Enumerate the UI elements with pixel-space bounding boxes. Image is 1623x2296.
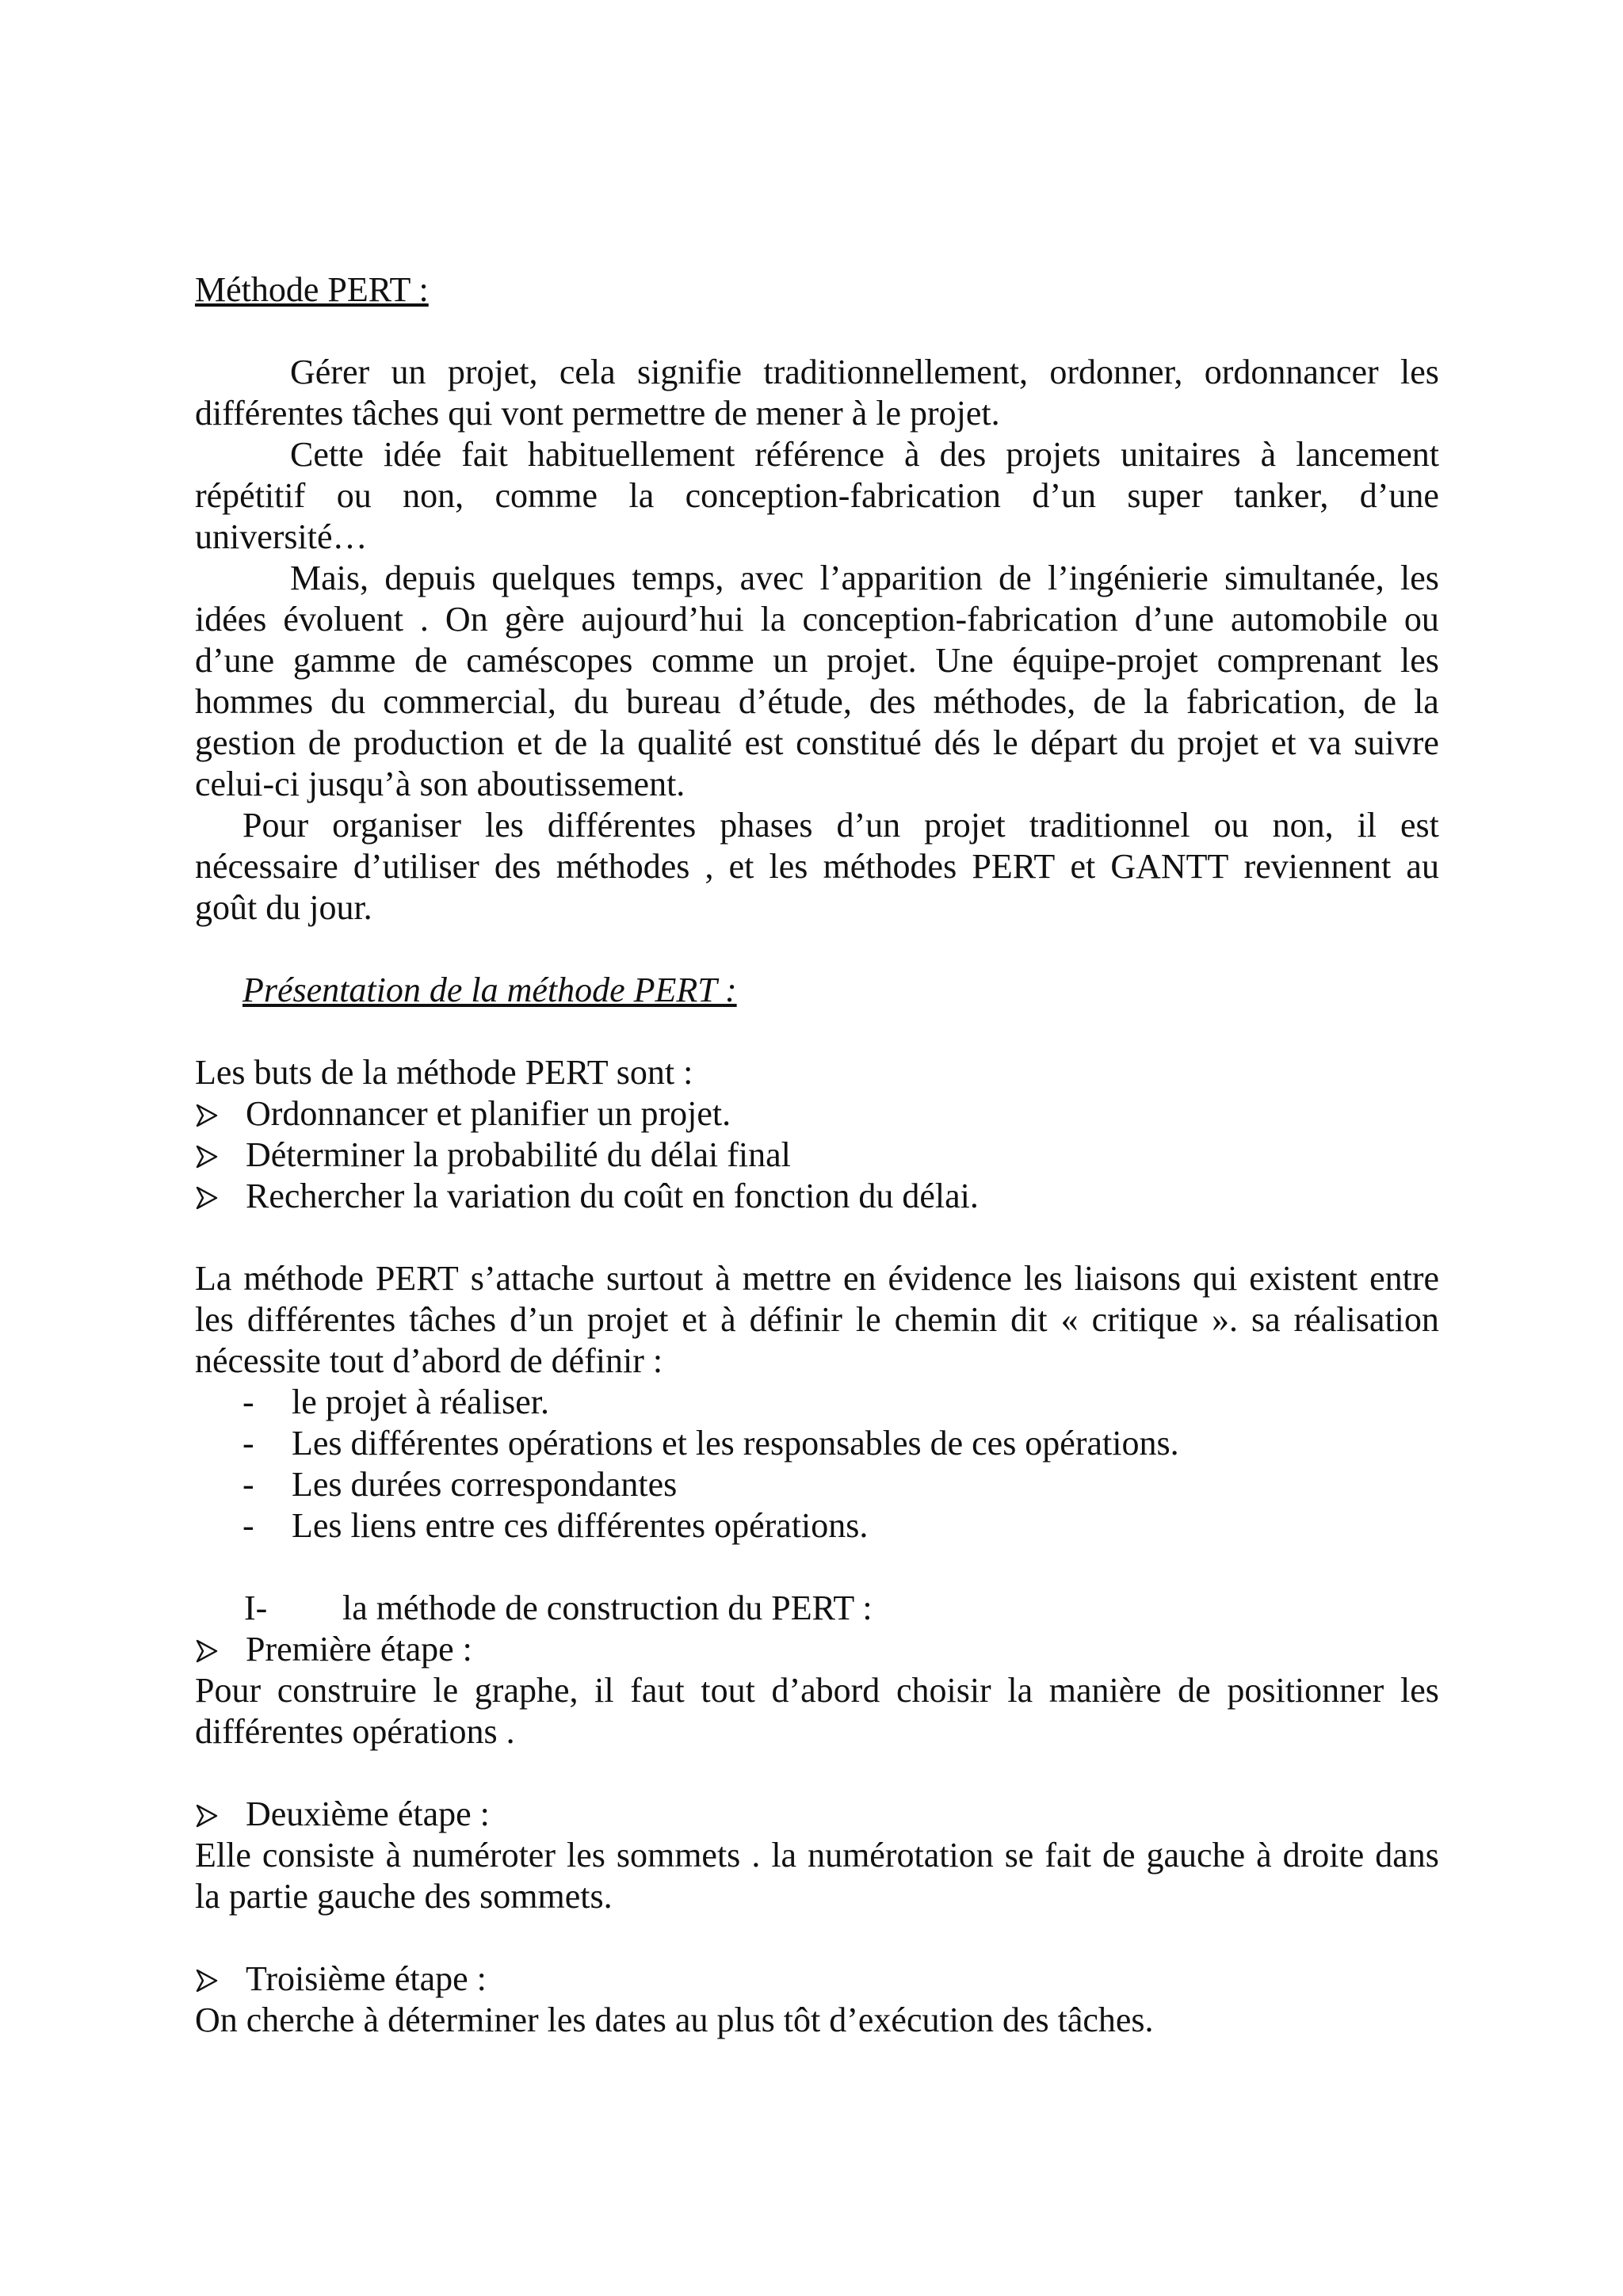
word: lancement [1296, 435, 1439, 474]
word: de [1363, 682, 1396, 721]
word: automobile [1230, 600, 1388, 639]
word: le [433, 1671, 459, 1710]
word: équipe-projet [1012, 641, 1198, 680]
word: ou [336, 476, 372, 515]
word: gauche [1146, 1836, 1246, 1875]
word: , [705, 847, 714, 886]
word: traditionnellement, [763, 353, 1028, 391]
word: de [999, 559, 1032, 597]
pert-paragraph-line [195, 1258, 1439, 1299]
word: dans [1375, 1836, 1439, 1875]
word: manière [1048, 1671, 1162, 1710]
word: méthodes [556, 847, 690, 886]
word: le [855, 1300, 881, 1339]
requirement-item [195, 1382, 1439, 1423]
dash-bullet: - [242, 1465, 254, 1504]
word: un [391, 353, 426, 391]
word: choisir [896, 1671, 991, 1710]
word: projet, [447, 353, 538, 391]
word: chemin [894, 1300, 998, 1339]
word: sa [1251, 1300, 1281, 1339]
word: de [1178, 1671, 1211, 1710]
word: projet. [827, 641, 917, 680]
word: est [744, 723, 784, 762]
goal-text: Déterminer la probabilité du délai final [246, 1135, 791, 1174]
word: Une [935, 641, 994, 680]
word: ou [1213, 806, 1249, 845]
step-title-row [195, 1629, 1439, 1670]
word: suivre [1354, 723, 1439, 762]
intro-p3-line [195, 681, 1439, 723]
word: va [1308, 723, 1342, 762]
word: les [769, 847, 808, 886]
word: d’un [510, 1300, 574, 1339]
word: les [485, 806, 524, 845]
pert-paragraph-line [195, 1299, 1439, 1341]
word: d’abord [771, 1671, 880, 1710]
word: droite [1282, 1836, 1365, 1875]
dash-bullet: - [242, 1424, 254, 1463]
word: signifie [637, 353, 743, 391]
word: caméscopes [466, 641, 633, 680]
word: ordonner, [1049, 353, 1183, 391]
requirements-list [195, 1382, 1439, 1547]
step-text-line: différentes opérations . [195, 1712, 515, 1751]
intro-p4-line: goût du jour. [195, 888, 372, 927]
word: traditionnel [1029, 806, 1190, 845]
word: gère [504, 600, 565, 639]
pert-paragraph-line: nécessite tout d’abord de définir : [195, 1341, 663, 1380]
word: au [1406, 847, 1439, 886]
word: départ [1030, 723, 1118, 762]
arrowhead-bullet-icon [195, 1093, 246, 1135]
word: numérotation [808, 1836, 994, 1875]
word: Elle [195, 1836, 251, 1875]
word: Pour [242, 806, 309, 845]
section-number: I- [244, 1589, 268, 1627]
requirement-text: le projet à réaliser. [292, 1383, 549, 1421]
word: à [385, 1836, 402, 1875]
arrowhead-bullet-icon [195, 1794, 246, 1835]
dash-bullet: - [242, 1506, 254, 1545]
word: temps, [632, 559, 724, 597]
word: définir [749, 1300, 842, 1339]
word: existent [1249, 1259, 1358, 1298]
word: constitué [796, 723, 922, 762]
word: à [1256, 1836, 1272, 1875]
word: la [760, 600, 786, 639]
intro-p4-line [195, 846, 1439, 887]
word: avec [739, 559, 804, 597]
word: dés [934, 723, 981, 762]
intro-p2-line: université… [195, 517, 368, 556]
word: gamme [292, 641, 396, 680]
intro-p3-line [195, 723, 1439, 764]
word: Mais, [290, 559, 369, 597]
construction-heading [195, 1588, 1439, 1629]
step-3 [195, 1958, 1439, 2041]
word: tout [701, 1671, 755, 1710]
word: organiser [332, 806, 462, 845]
word: Cette [290, 435, 364, 474]
word: est [1400, 806, 1439, 845]
document-content [195, 269, 1439, 2041]
word: fait [461, 435, 508, 474]
word: Pour [195, 1671, 262, 1710]
step-text-line [195, 1835, 1439, 1876]
word: d’une [1134, 600, 1214, 639]
word: il [1357, 806, 1377, 845]
word: les [195, 1300, 234, 1339]
goal-item [195, 1176, 1439, 1217]
arrowhead-bullet-icon [195, 1629, 246, 1670]
step-2 [195, 1794, 1439, 1917]
goals-intro: Les buts de la méthode PERT sont : [195, 1053, 693, 1092]
word: d’étude, [738, 682, 852, 721]
goal-item [195, 1093, 1439, 1135]
word: méthodes [823, 847, 957, 886]
intro-p2-line [195, 475, 1439, 517]
word: la [628, 476, 655, 515]
word: numéroter [412, 1836, 556, 1875]
word: l’ingénierie [1047, 559, 1209, 597]
word: répétitif [195, 476, 306, 515]
word: construire [277, 1671, 417, 1710]
word: la [599, 723, 625, 762]
word: PERT [375, 1259, 459, 1298]
word: il [594, 1671, 614, 1710]
word: projet [924, 806, 1006, 845]
section-title: Présentation de la méthode PERT : [242, 971, 737, 1009]
word: super [1127, 476, 1203, 515]
step-1 [195, 1629, 1439, 1753]
word: PERT [972, 847, 1056, 886]
word: méthode [243, 1259, 364, 1298]
word: quelques [491, 559, 616, 597]
intro-p3-line [195, 599, 1439, 640]
word: unitaires [1121, 435, 1241, 474]
word: ou [1403, 600, 1439, 639]
word: les [1400, 641, 1439, 680]
word: positionner [1227, 1671, 1384, 1710]
step-title: Deuxième étape : [246, 1794, 490, 1833]
word: habituellement [527, 435, 735, 474]
word: les [1400, 559, 1439, 597]
step-title-row [195, 1794, 1439, 1835]
word: des [939, 435, 987, 474]
word: s’attache [470, 1259, 595, 1298]
word: projet [1177, 723, 1259, 762]
word: depuis [384, 559, 476, 597]
word: commercial, [383, 682, 556, 721]
word: conception-fabrication [685, 476, 1001, 515]
word: la [771, 1836, 797, 1875]
word: idée [383, 435, 442, 474]
word: à [715, 1259, 731, 1298]
goal-item [195, 1135, 1439, 1176]
word: critique [1091, 1300, 1198, 1339]
word: un [773, 641, 808, 680]
word: entre [1369, 1259, 1439, 1298]
document-title: Méthode PERT : [195, 270, 429, 309]
word: projet [586, 1300, 669, 1339]
word: comme [495, 476, 598, 515]
word: nécessaire [195, 847, 338, 886]
word: faut [630, 1671, 685, 1710]
word: gestion [195, 723, 296, 762]
word: des [869, 682, 916, 721]
requirement-item [195, 1423, 1439, 1464]
word: bureau [626, 682, 721, 721]
word: à [720, 1300, 736, 1339]
word: sommets [616, 1836, 741, 1875]
word: les [566, 1836, 605, 1875]
intro-p1-line: différentes tâches qui vont permettre de mener à le projet. [195, 394, 1000, 433]
word: en [843, 1259, 876, 1298]
requirement-item [195, 1505, 1439, 1547]
word: dit [1010, 1300, 1048, 1339]
word: méthodes, [933, 682, 1076, 721]
goal-text: Ordonnancer et planifier un projet. [246, 1094, 731, 1133]
word: et [728, 847, 754, 886]
word: tanker, [1234, 476, 1329, 515]
word: consiste [262, 1836, 375, 1875]
word: reviennent [1243, 847, 1392, 886]
word: de [1093, 682, 1126, 721]
word: comme [651, 641, 754, 680]
word: qui [1193, 1259, 1238, 1298]
word: . [419, 600, 429, 639]
step-title-row [195, 1958, 1439, 2000]
word: ordonnancer [1204, 353, 1379, 391]
step-title: Première étape : [246, 1630, 472, 1669]
word: projets [1006, 435, 1102, 474]
word: production [353, 723, 505, 762]
word: phases [720, 806, 813, 845]
word: qualité [637, 723, 732, 762]
word: fabrication, [1186, 682, 1346, 721]
word: de [1102, 1836, 1136, 1875]
pert-paragraph [195, 1258, 1439, 1382]
word: mettre [742, 1259, 832, 1298]
word: la [1143, 682, 1169, 721]
goal-text: Rechercher la variation du coût en fonction du délai. [246, 1177, 979, 1215]
requirement-item [195, 1464, 1439, 1505]
word: non, [403, 476, 464, 515]
word: surtout [606, 1259, 704, 1298]
intro-p3-line: celui-ci jusqu’à son aboutissement. [195, 765, 685, 803]
word: différentes [246, 1300, 396, 1339]
step-title: Troisième étape : [246, 1959, 487, 1998]
word: des [494, 847, 541, 886]
word: Gérer [290, 353, 370, 391]
intro-p3-line [195, 558, 1439, 599]
word: d’un [836, 806, 901, 845]
word: évoluent [283, 600, 403, 639]
word: à [1260, 435, 1277, 474]
word: de [307, 723, 342, 762]
word: simultanée, [1224, 559, 1384, 597]
arrowhead-bullet-icon [195, 1135, 246, 1176]
word: . [751, 1836, 761, 1875]
word: tâches [409, 1300, 497, 1339]
requirement-text: Les différentes opérations et les responsables de ces opérations. [292, 1424, 1179, 1463]
arrowhead-bullet-icon [195, 1958, 246, 2000]
word: à [904, 435, 920, 474]
requirement-text: Les durées correspondantes [292, 1465, 678, 1504]
arrowhead-bullet-icon [195, 1176, 246, 1217]
step-text-line: la partie gauche des sommets. [195, 1877, 613, 1916]
word: d’utiliser [353, 847, 479, 886]
construction-heading-text: la méthode de construction du PERT : [342, 1589, 873, 1627]
word: liaisons [1074, 1259, 1182, 1298]
word: hommes [195, 682, 314, 721]
word: GANTT [1110, 847, 1229, 886]
step-text-line [195, 1670, 1439, 1711]
word: les [1400, 1671, 1439, 1710]
word: les [1023, 1259, 1063, 1298]
intro-p2-line [195, 434, 1439, 475]
intro-p4-line [195, 805, 1439, 846]
word: non, [1272, 806, 1334, 845]
word: fait [1044, 1836, 1091, 1875]
step-text-line: On cherche à déterminer les dates au plus tôt d’exécution des tâches. [195, 2000, 1154, 2039]
word: graphe, [474, 1671, 579, 1710]
word: d’un [1032, 476, 1096, 515]
word: idées [195, 600, 267, 639]
word: le [992, 723, 1018, 762]
word: et [517, 723, 542, 762]
word: du [574, 682, 609, 721]
word: du [1129, 723, 1165, 762]
word: d’une [1359, 476, 1439, 515]
intro-section [195, 352, 1439, 929]
word: évidence [888, 1259, 1012, 1298]
requirement-text: Les liens entre ces différentes opérations. [292, 1506, 869, 1545]
word: La [195, 1259, 232, 1298]
word: différentes [547, 806, 697, 845]
word: conception-fabrication [802, 600, 1118, 639]
word: aujourd’hui [581, 600, 744, 639]
word: cela [559, 353, 616, 391]
word: du [330, 682, 366, 721]
word: de [554, 723, 588, 762]
word: « [1060, 1300, 1079, 1339]
word: d’une [195, 641, 275, 680]
intro-p1-line [195, 352, 1439, 393]
word: la [1007, 1671, 1033, 1710]
goals-list [195, 1093, 1439, 1217]
intro-p3-line [195, 640, 1439, 681]
word: se [1004, 1836, 1034, 1875]
word: les [1400, 353, 1439, 391]
word: réalisation [1293, 1300, 1439, 1339]
word: et [682, 1300, 708, 1339]
word: et [1270, 723, 1296, 762]
word: On [445, 600, 488, 639]
word: de [414, 641, 448, 680]
dash-bullet: - [242, 1383, 254, 1421]
word: ». [1211, 1300, 1238, 1339]
word: comprenant [1216, 641, 1382, 680]
word: référence [754, 435, 884, 474]
word: la [1414, 682, 1439, 721]
word: l’apparition [819, 559, 983, 597]
word: et [1070, 847, 1096, 886]
